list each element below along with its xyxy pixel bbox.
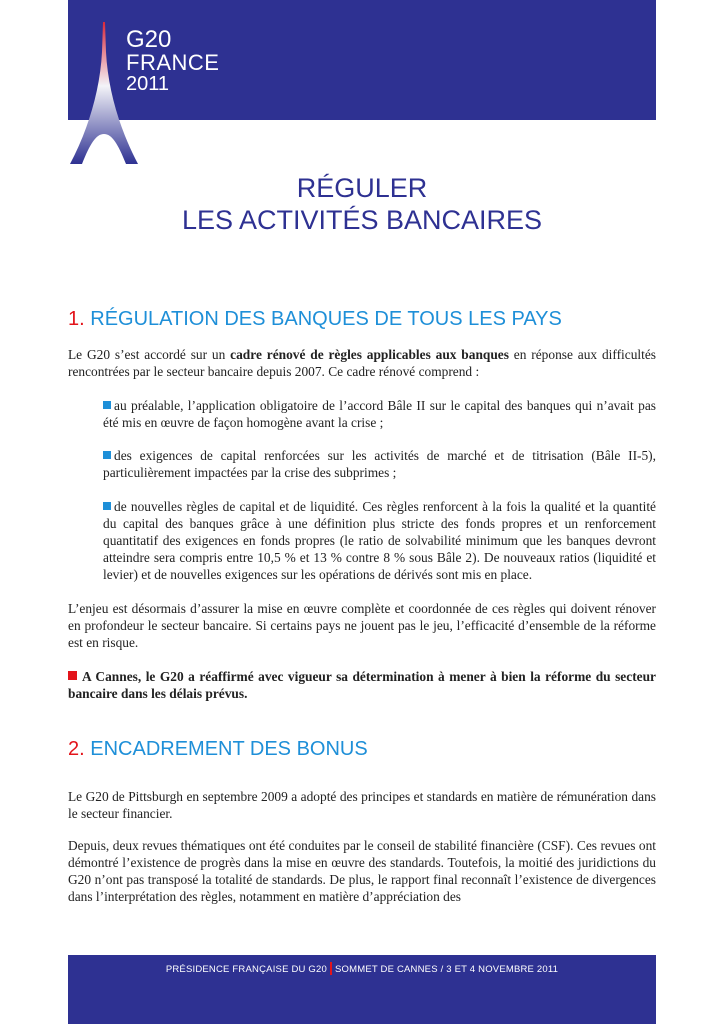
section1-stake: L’enjeu est désormais d’assurer la mise en œuvre complète et coordonnée de ces règles qui doivent rénover en profondeur le secteur bancaire. Si certains pays ne jouent pas le jeu, l’efficacité d’ensemble de la réforme est en risque. <box>68 601 656 650</box>
section2-para-2: Depuis, deux revues thématiques ont été conduites par le conseil de stabilité financière (CSF). Ces revues ont démontré l’existence de progrès dans la mise en œuvre des standards. Toutefois, la moitié des juridictions du G20 n’ont pas transposé la totalité de standards. De plus, le rapport final reconnaît l’existence de divergences dans l’interprétation des règles, notamment en matière d’appréciation des <box>68 838 656 904</box>
square-bullet-icon <box>68 671 77 680</box>
footer-summit: SOMMET DE CANNES / 3 ET 4 NOVEMBRE 2011 <box>334 964 559 975</box>
section2-heading <box>68 738 656 761</box>
section2-number: 2. <box>68 738 85 760</box>
bullet-text: au préalable, l’application obligatoire de l’accord Bâle II sur le capital des banques qui n’avait pas été mis en œuvre de façon homogène avant la crise ; <box>103 398 656 430</box>
page-title-line1: RÉGULER <box>296 173 428 203</box>
square-bullet-icon <box>103 502 111 510</box>
bullet-text: de nouvelles règles de capital et de liquidité. Ces règles renforcent à la fois la qualité et la quantité du capital des banques grâce à une définition plus stricte des fonds propres et un renforcement quantitatif des exigences en fonds propres (le ratio de solvabilité minimum que les banques devront atteindre sera compris entre 10,5 % et 13 % contre 8 % sous Bâle 2). De nouveaux ratios (liquidité et levier) et de nouvelles exigences sur les opérations de dérivés sont mis en place. <box>103 499 656 582</box>
square-bullet-icon <box>103 451 111 459</box>
bullet-text: des exigences de capital renforcées sur les activités de marché et de titrisation (Bâle II-5), particulièrement impactées par la crise des subprimes ; <box>103 448 656 480</box>
section1-bullet-2 <box>103 447 656 481</box>
section2-para-1: Le G20 de Pittsburgh en septembre 2009 a adopté des principes et standards en matière de rémunération dans le secteur financier. <box>68 789 656 821</box>
section1-title: RÉGULATION DES BANQUES DE TOUS LES PAYS <box>90 308 562 330</box>
logo-france: FRANCE <box>126 50 220 75</box>
section1-intro-after: en réponse aux difficultés rencontrées par le secteur bancaire depuis 2007. Ce cadre rénové comprend : <box>68 347 656 379</box>
footer-presidency: PRÉSIDENCE FRANÇAISE DU G20 <box>165 964 327 975</box>
logo-g20: G20 <box>126 26 172 53</box>
section1-heading <box>68 308 656 331</box>
page-title-line2: LES ACTIVITÉS BANCAIRES <box>181 205 543 235</box>
page-title <box>68 172 656 236</box>
section1-intro-bold: cadre rénové de règles applicables aux banques <box>230 347 509 362</box>
section1-intro <box>68 346 656 380</box>
section1-intro-before: Le G20 s’est accordé sur un <box>68 347 231 362</box>
section1-bullet-3 <box>103 498 656 583</box>
logo-wordmark <box>126 28 219 94</box>
section1-conclusion <box>68 668 656 702</box>
section1-number: 1. <box>68 308 85 330</box>
section2-title: ENCADREMENT DES BONUS <box>90 738 368 760</box>
square-bullet-icon <box>103 401 111 409</box>
footer <box>68 962 656 975</box>
footer-separator <box>330 962 332 975</box>
section1-conclusion-text: A Cannes, le G20 a réaffirmé avec vigueur sa détermination à mener à bien la réforme du secteur bancaire dans les délais prévus. <box>68 669 656 701</box>
logo-year: 2011 <box>126 73 170 95</box>
section1-bullet-1 <box>103 397 656 431</box>
